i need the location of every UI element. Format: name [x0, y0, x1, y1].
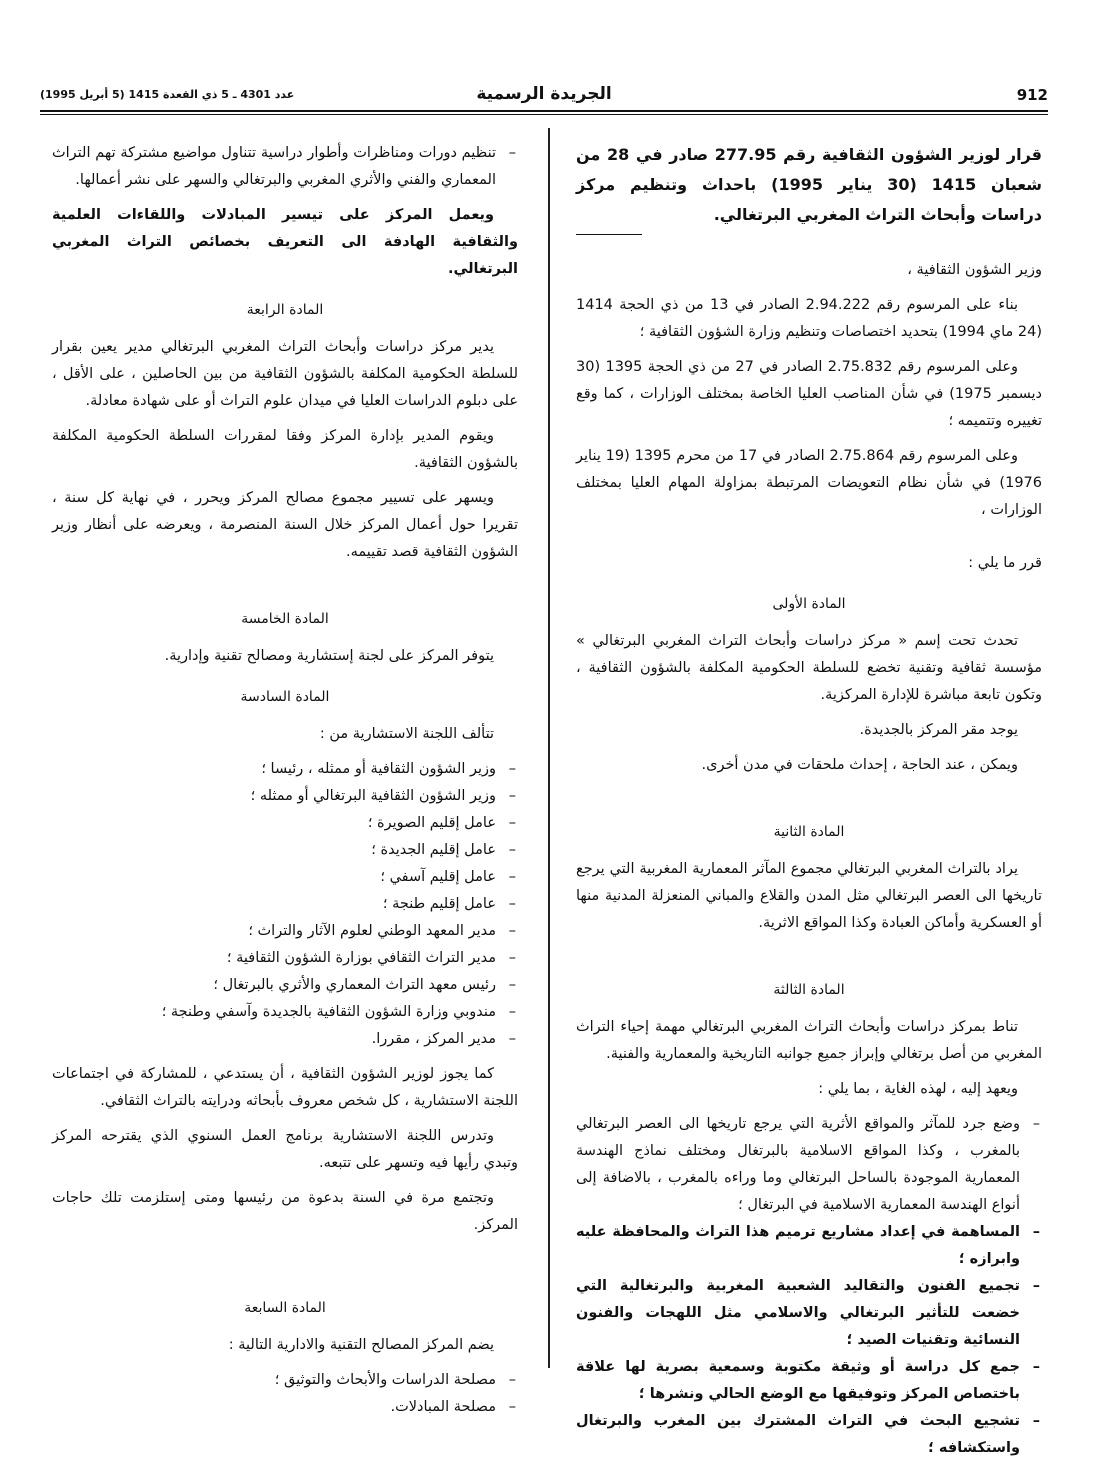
list-item: – تجميع الفنون والتقاليد الشعبية المغربية والبرتغالية التي خضعت للتأثير البرتغالي والاسلامي مثل اللهجات والفنون النسائية وتقنيات الصيد ؛ [576, 1273, 1042, 1354]
article-1-para-2: يوجد مقر المركز بالجديدة. [859, 722, 1018, 738]
list-item: – تشجيع البحث في التراث المشترك بين المغرب والبرتغال واستكشافه ؛ [576, 1408, 1042, 1462]
list-item: – مصلحة المبادلات. [52, 1394, 518, 1421]
column-divider [548, 128, 550, 1368]
article-3-intro: ويعهد إليه ، لهذه الغاية ، بما يلي : [818, 1081, 1018, 1097]
article-7-list [52, 1367, 518, 1421]
article-3-para: تناط بمركز دراسات وأبحاث التراث المغربي البرتغالي مهمة إحياء التراث المغربي من أصل برتغالي وإبراز جميع جوانبه التاريخية والمعمارية والفنية. [576, 1019, 1042, 1062]
article-4-para-1: يدير مركز دراسات وأبحاث التراث المغربي البرتغالي مدير يعين بقرار للسلطة الحكومية المكلفة بالشؤون الثقافية من بين الحاصلين ، على الأقل ، على دبلوم الدراسات العليا في ميدان علوم التراث أو على شهادة معادلة. [52, 339, 518, 409]
list-item: – مندوبي وزارة الشؤون الثقافية بالجديدة وآسفي وطنجة ؛ [52, 999, 518, 1026]
list-item: – تنظيم دورات ومناظرات وأطوار دراسية تتناول مواضيع مشتركة تهم التراث المعماري والفني والأثري المغربي والبرتغالي والسهر على نشر أعمالها. [52, 140, 518, 194]
list-item: – عامل إقليم آسفي ؛ [52, 864, 518, 891]
article-4-para-2: ويقوم المدير بإدارة المركز وفقا لمقررات السلطة الحكومية المكلفة بالشؤون الثقافية. [52, 428, 518, 471]
article-1-para-3: ويمكن ، عند الحاجة ، إحداث ملحقات في مدن أخرى. [701, 757, 1018, 773]
article-2-para: يراد بالتراث المغربي البرتغالي مجموع المآثر المعمارية المغربية التي يرجع تاريخها الى العصر البرتغالي مثل المدن والقلاع والمباني المنعزلة المدنية منها أو العسكرية وأماكن العبادة وكذا المواقع الاثرية. [576, 861, 1042, 931]
preamble-3: وعلى المرسوم رقم 2.75.864 الصادر في 17 من محرم 1395 (19 يناير 1976) في شأن نظام التعويضات المرتبطة بمزاولة المهام العليا بمختلف الوزارات ، [576, 448, 1042, 518]
article-3-list [576, 1111, 1042, 1462]
list-item: – مدير المركز ، مقررا. [52, 1026, 518, 1053]
page-number: 912 [1016, 86, 1048, 104]
preamble-2: وعلى المرسوم رقم 2.75.832 الصادر في 27 من ذي الحجة 1395 (30 ديسمبر 1975) في شأن المناصب العليا الخاصة بمختلف الوزارات ، كما وقع تغييره وتتميمه ؛ [576, 359, 1043, 429]
list-item: – عامل إقليم الجديدة ؛ [52, 837, 518, 864]
list-item: – عامل إقليم الصويرة ؛ [52, 810, 518, 837]
article-5-para: يتوفر المركز على لجنة إستشارية ومصالح تقنية وإدارية. [164, 648, 494, 664]
list-item: – وزير الشؤون الثقافية البرتغالي أو ممثله ؛ [52, 783, 518, 810]
list-item: – المساهمة في إعداد مشاريع ترميم هذا التراث والمحافظة عليه وابرازه ؛ [576, 1219, 1042, 1273]
left-column [52, 140, 518, 1429]
article-3-heading: المادة الثالثة [773, 982, 845, 998]
page-header [40, 84, 1048, 108]
decides-line: قرر ما يلي : [968, 555, 1042, 571]
article-1-heading: المادة الأولى [772, 596, 846, 612]
article-4-heading: المادة الرابعة [246, 302, 324, 318]
article-5-heading: المادة الخامسة [241, 611, 329, 627]
article-2-heading: المادة الثانية [773, 824, 845, 840]
journal-title: الجريدة الرسمية [476, 84, 612, 104]
minister-line: وزير الشؤون الثقافية ، [907, 262, 1042, 278]
article-6-para-2: وتدرس اللجنة الاستشارية برنامج العمل السنوي الذي يقترحه المركز وتبدي رأيها فيه وتسهر على تتبعه. [52, 1128, 518, 1171]
article-6-para-1: كما يجوز لوزير الشؤون الثقافية ، أن يستدعي ، للمشاركة في اجتماعات اللجنة الاستشارية ، كل شخص معروف بأبحاثه ودرايته بالتراث الثقافي. [52, 1066, 518, 1109]
list-item: – مصلحة الدراسات والأبحاث والتوثيق ؛ [52, 1367, 518, 1394]
article-6-intro: تتألف اللجنة الاستشارية من : [319, 726, 494, 742]
continued-para: ويعمل المركز على تيسير المبادلات واللقاءات العلمية والثقافية الهادفة الى التعريف بخصائص التراث المغربي البرتغالي. [52, 207, 518, 277]
article-6-para-3: وتجتمع مرة في السنة بدعوة من رئيسها ومتى إستلزمت تلك حاجات المركز. [52, 1190, 518, 1233]
article-7-intro: يضم المركز المصالح التقنية والادارية التالية : [228, 1337, 494, 1353]
article-6-list [52, 756, 518, 1053]
list-item: – وزير الشؤون الثقافية أو ممثله ، رئيسا ؛ [52, 756, 518, 783]
list-item: – رئيس معهد التراث المعماري والأثري بالبرتغال ؛ [52, 972, 518, 999]
preamble-1: بناء على المرسوم رقم 2.94.222 الصادر في 13 من ذي الحجة 1414 (24 ماي 1994) بتحديد اختصاصات وتنظيم وزارة الشؤون الثقافية ؛ [576, 297, 1042, 340]
issue-line: عدد 4301 ـ 5 ذي القعدة 1415 (5 أبريل 1995) [40, 88, 295, 101]
list-item: – مدير المعهد الوطني لعلوم الآثار والتراث ؛ [52, 918, 518, 945]
article-1-para-1: تحدث تحت إسم « مركز دراسات وأبحاث التراث المغربي البرتغالي » مؤسسة ثقافية وتقنية تخضع للسلطة الحكومية المكلفة بالشؤون الثقافية ، وتكون تابعة مباشرة للإدارة المركزية. [576, 633, 1042, 703]
list-item: – وضع جرد للمآثر والمواقع الأثرية التي يرجع تاريخها الى العصر البرتغالي بالمغرب ، وكذا المواقع الاسلامية بالبرتغال ومختلف نماذج الهندسة المعمارية الموجودة بالساحل البرتغالي وما وراءه بالمغرب ، بالاضافة إلى أنواع الهندسة المعمارية الاسلامية في البرتغال ؛ [576, 1111, 1042, 1219]
list-item: – عامل إقليم طنجة ؛ [52, 891, 518, 918]
decree-title: قرار لوزير الشؤون الثقافية رقم 277.95 صادر في 28 من شعبان 1415 (30 يناير 1995) باحداث وتنظيم مركز دراسات وأبحاث التراث المغربي البرتغالي. [576, 145, 1043, 224]
header-rule [40, 110, 1048, 115]
article-6-heading: المادة السادسة [240, 689, 330, 705]
right-column [576, 140, 1042, 1470]
continued-list [52, 140, 518, 194]
list-item: – جمع كل دراسة أو وثيقة مكتوبة وسمعية بصرية لها علاقة باختصاص المركز وتوفيقها مع الوضع الحالي ونشرها ؛ [576, 1354, 1042, 1408]
article-4-para-3: ويسهر على تسيير مجموع مصالح المركز ويحرر ، في نهاية كل سنة ، تقريرا حول أعمال المركز خلال السنة المنصرمة ، ويعرضه على أنظار وزير الشؤون الثقافية قصد تقييمه. [52, 490, 518, 560]
list-item: – مدير التراث الثقافي بوزارة الشؤون الثقافية ؛ [52, 945, 518, 972]
article-7-heading: المادة السابعة [244, 1300, 326, 1316]
title-rule [576, 234, 642, 235]
